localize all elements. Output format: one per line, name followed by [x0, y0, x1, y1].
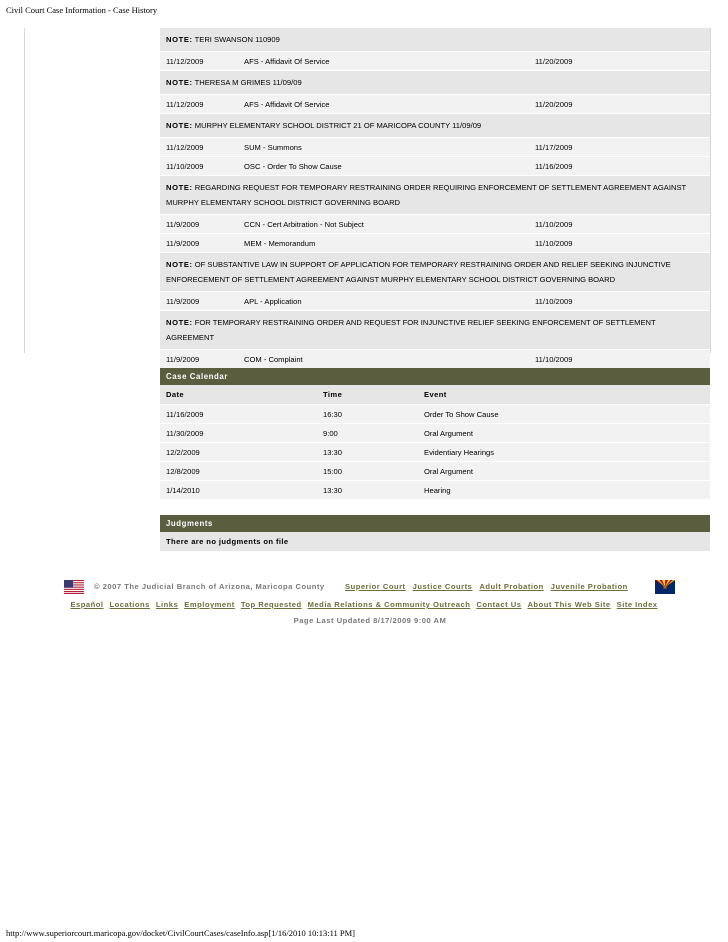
history-entry-row [160, 215, 710, 234]
note-text: OF SUBSTANTIVE LAW IN SUPPORT OF APPLICATION FOR TEMPORARY RESTRAINING ORDER AND RELIEF SEEKING INJUNCTIVE ENFORECEMENT OF SETTLEMENT AGREEMENT AGAINST MURPHY ELEMENTARY SCHOOL DISTRICT GOVERNING BOARD [166, 260, 671, 284]
entry-document: AFS - Affidavit Of Service [244, 100, 330, 109]
entry-document: OSC - Order To Show Cause [244, 162, 342, 171]
entry-document: APL - Application [244, 297, 302, 306]
copyright-text: © 2007 The Judicial Branch of Arizona, Maricopa County [94, 582, 325, 591]
calendar-date: 11/30/2009 [166, 429, 204, 438]
case-calendar-section [160, 368, 710, 499]
calendar-event: Order To Show Cause [424, 410, 499, 419]
entry-date: 11/12/2009 [166, 143, 204, 152]
footer-link-locations[interactable]: Locations [109, 600, 150, 609]
history-note-row [160, 311, 710, 350]
calendar-event: Evidentiary Hearings [424, 448, 495, 457]
calendar-event: Hearing [424, 486, 451, 495]
entry-due-date: 11/20/2009 [535, 100, 573, 109]
judgments-title: Judgments [160, 515, 710, 532]
entry-due-date: 11/10/2009 [535, 297, 573, 306]
entry-document: AFS - Affidavit Of Service [244, 57, 330, 66]
note-text: MURPHY ELEMENTARY SCHOOL DISTRICT 21 OF MARICOPA COUNTY 11/09/09 [194, 121, 482, 130]
calendar-time: 13:30 [323, 448, 343, 457]
calendar-row [160, 461, 710, 480]
note-label: NOTE: [166, 260, 193, 269]
entry-due-date: 11/17/2009 [535, 143, 573, 152]
entry-document: SUM - Summons [244, 143, 302, 152]
calendar-col-time: Time [323, 390, 343, 399]
calendar-row [160, 480, 710, 499]
calendar-event: Oral Argument [424, 429, 473, 438]
history-entry-row [160, 95, 710, 114]
footer-link-espa-ol[interactable]: Español [70, 600, 104, 609]
calendar-time: 9:00 [323, 429, 338, 438]
entry-date: 11/9/2009 [166, 297, 200, 306]
note-text: REGARDING REQUEST FOR TEMPORARY RESTRAINING ORDER REQUIRING ENFORCEMENT OF SETTLEMENT AGREEMENT AGAINST MURPHY ELEMENTARY SCHOOL DISTRICT GOVERNING BOARD [166, 183, 687, 207]
footer-link-adult-probation[interactable]: Adult Probation [479, 582, 544, 591]
note-label: NOTE: [166, 183, 193, 192]
footer-court-links [345, 582, 635, 591]
entry-date: 11/9/2009 [166, 355, 200, 364]
print-footer-url: http://www.superiorcourt.maricopa.gov/docket/CivilCourtCases/caseInfo.asp[1/16/2010 10:13:11 PM] [6, 928, 355, 938]
note-text: TERI SWANSON 110909 [194, 35, 280, 44]
note-label: NOTE: [166, 318, 193, 327]
calendar-col-event: Event [424, 390, 447, 399]
note-label: NOTE: [166, 78, 193, 87]
history-entry-row [160, 292, 710, 311]
history-note-row [160, 71, 710, 95]
entry-document: MEM - Memorandum [244, 239, 316, 248]
history-entry-row [160, 350, 710, 369]
entry-due-date: 11/20/2009 [535, 57, 573, 66]
note-text: FOR TEMPORARY RESTRAINING ORDER AND REQUEST FOR INJUNCTIVE RELIEF SEEKING ENFORCEMENT OF SETTLEMENT AGREEMENT [166, 318, 656, 342]
calendar-time: 16:30 [323, 410, 343, 419]
frame-left-border [24, 28, 25, 353]
footer-link-superior-court[interactable]: Superior Court [345, 582, 406, 591]
calendar-row [160, 404, 710, 423]
history-note-row [160, 253, 710, 292]
calendar-date: 11/16/2009 [166, 410, 204, 419]
entry-due-date: 11/10/2009 [535, 355, 573, 364]
history-entry-row [160, 157, 710, 176]
calendar-date: 12/8/2009 [166, 467, 200, 476]
footer-link-site-index[interactable]: Site Index [616, 600, 658, 609]
entry-date: 11/9/2009 [166, 239, 200, 248]
history-note-row [160, 176, 710, 215]
history-entry-row [160, 234, 710, 253]
judgments-section [160, 515, 710, 551]
entry-due-date: 11/16/2009 [535, 162, 573, 171]
page-last-updated: Page Last Updated 8/17/2009 9:00 AM [293, 616, 447, 625]
history-entry-row [160, 138, 710, 157]
footer-link-justice-courts[interactable]: Justice Courts [412, 582, 473, 591]
calendar-rows [160, 404, 710, 499]
note-label: NOTE: [166, 35, 193, 44]
footer-link-contact-us[interactable]: Contact Us [476, 600, 522, 609]
entry-due-date: 11/10/2009 [535, 220, 573, 229]
entry-document: CCN - Cert Arbitration - Not Subject [244, 220, 364, 229]
footer-link-top-requested[interactable]: Top Requested [240, 600, 302, 609]
footer-link-employment[interactable]: Employment [184, 600, 235, 609]
entry-date: 11/10/2009 [166, 162, 204, 171]
calendar-date: 1/14/2010 [166, 486, 200, 495]
history-note-row [160, 28, 710, 52]
footer-link-media-relations-community-outreach[interactable]: Media Relations & Community Outreach [307, 600, 471, 609]
footer-site-links [0, 600, 728, 609]
frame-right-border [710, 28, 711, 353]
entry-due-date: 11/10/2009 [535, 239, 573, 248]
note-label: NOTE: [166, 121, 193, 130]
history-entry-row [160, 52, 710, 71]
calendar-time: 13:30 [323, 486, 343, 495]
entry-date: 11/12/2009 [166, 100, 204, 109]
judgments-empty-text: There are no judgments on file [160, 532, 710, 551]
calendar-time: 15:00 [323, 467, 343, 476]
history-note-row [160, 114, 710, 138]
calendar-header-row [160, 385, 710, 404]
entry-document: COM - Complaint [244, 355, 303, 364]
footer-line-1 [0, 582, 728, 594]
print-header: Civil Court Case Information - Case History [6, 5, 158, 15]
entry-date: 11/12/2009 [166, 57, 204, 66]
entry-date: 11/9/2009 [166, 220, 200, 229]
footer-link-links[interactable]: Links [155, 600, 179, 609]
case-history-table [160, 28, 710, 369]
calendar-row [160, 423, 710, 442]
case-calendar-title: Case Calendar [160, 368, 710, 385]
footer-link-about-this-web-site[interactable]: About This Web Site [527, 600, 611, 609]
calendar-event: Oral Argument [424, 467, 473, 476]
calendar-date: 12/2/2009 [166, 448, 200, 457]
note-text: THERESA M GRIMES 11/09/09 [194, 78, 302, 87]
calendar-row [160, 442, 710, 461]
calendar-col-date: Date [166, 390, 185, 399]
footer-link-juvenile-probation[interactable]: Juvenile Probation [550, 582, 628, 591]
